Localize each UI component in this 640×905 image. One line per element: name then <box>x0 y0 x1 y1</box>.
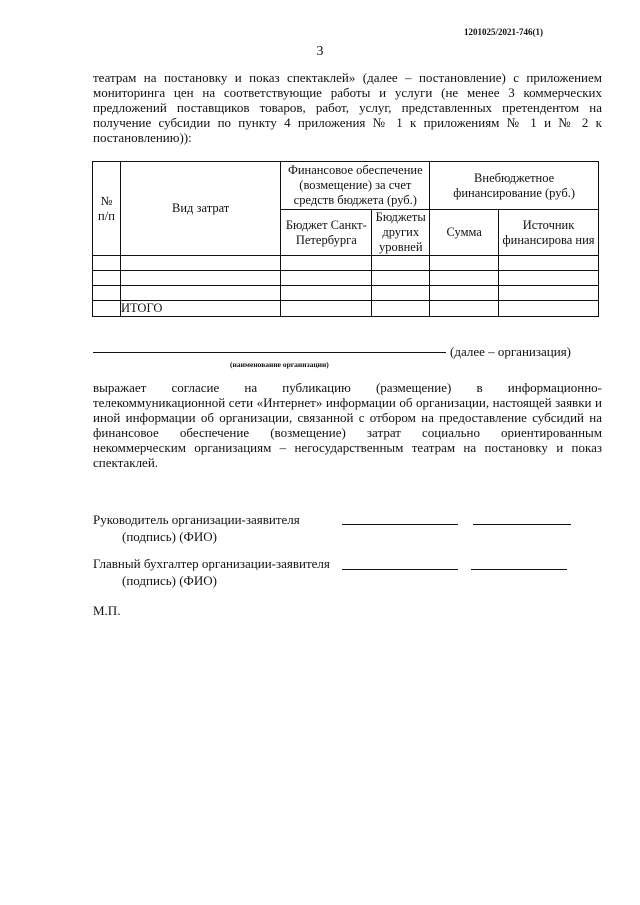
total-label: ИТОГО <box>120 301 280 317</box>
table-cell[interactable] <box>499 256 599 271</box>
table-row-total <box>93 301 599 317</box>
cost-table <box>92 161 599 317</box>
table-cell[interactable] <box>120 271 280 286</box>
table-header-row <box>93 162 599 210</box>
header-budget-other: Бюджеты других уровней <box>372 210 430 256</box>
table-row <box>93 286 599 301</box>
organization-name-line[interactable] <box>93 352 446 353</box>
table-cell[interactable] <box>372 271 430 286</box>
table-cell[interactable] <box>281 256 372 271</box>
header-sum: Сумма <box>430 210 499 256</box>
table-row <box>93 256 599 271</box>
table-cell[interactable] <box>93 271 121 286</box>
header-budget-group: Финансовое обеспечение (возмещение) за счет средств бюджета (руб.) <box>281 162 430 210</box>
stamp-placeholder: М.П. <box>93 603 121 618</box>
page-number: 3 <box>316 44 324 59</box>
head-signature-caption: (подпись) (ФИО) <box>122 529 217 544</box>
head-name-line[interactable] <box>473 524 571 525</box>
table-cell[interactable] <box>372 286 430 301</box>
document-id: 1201025/2021-746(1) <box>464 27 543 37</box>
accountant-signature-caption: (подпись) (ФИО) <box>122 573 217 588</box>
table-cell[interactable] <box>93 301 121 317</box>
accountant-name-line[interactable] <box>471 569 567 570</box>
table-cell[interactable] <box>120 286 280 301</box>
table-cell[interactable] <box>499 286 599 301</box>
accountant-signature-label: Главный бухгалтер организации-заявителя <box>93 556 330 571</box>
header-source: Источник финансирова ния <box>499 210 599 256</box>
total-cell[interactable] <box>372 301 430 317</box>
organization-caption: (наименование организации) <box>230 360 329 369</box>
table-cell[interactable] <box>93 256 121 271</box>
header-cost-type: Вид затрат <box>120 162 280 256</box>
head-signature-line[interactable] <box>342 524 458 525</box>
table-cell[interactable] <box>430 256 499 271</box>
header-offbudget-group: Внебюджетное финансирование (руб.) <box>430 162 599 210</box>
total-cell[interactable] <box>281 301 372 317</box>
consent-paragraph: выражает согласие на публикацию (размещение) в информационно-телекоммуникационной сети «Интернет» информации об организации, настоящей заявки и иной информации об организации, связанной с отбором на предоставление субсидий на финансовое обеспечение (возмещение) затрат социально ориентированным некоммерческим организациям – негосударственным театрам на постановку и показ спектаклей. <box>93 380 602 470</box>
intro-paragraph: театрам на постановку и показ спектаклей» (далее – постановление) с приложением мониторинга цен на соответствующие работы и услуги (не менее 3 коммерческих предложений поставщиков товаров, работ, услуг, представленных претендентом на получение субсидии по пункту 4 приложения № 1 к приложениям № 1 и № 2 к постановлению)): <box>93 70 602 145</box>
table-cell[interactable] <box>372 256 430 271</box>
total-cell[interactable] <box>499 301 599 317</box>
total-cell[interactable] <box>430 301 499 317</box>
table-cell[interactable] <box>93 286 121 301</box>
table-cell[interactable] <box>499 271 599 286</box>
head-signature-label: Руководитель организации-заявителя <box>93 512 300 527</box>
accountant-signature-line[interactable] <box>342 569 458 570</box>
header-budget-spb: Бюджет Санкт-Петербурга <box>281 210 372 256</box>
header-number: № п/п <box>93 162 121 256</box>
table-cell[interactable] <box>281 286 372 301</box>
table-cell[interactable] <box>430 286 499 301</box>
table-row <box>93 271 599 286</box>
table-cell[interactable] <box>281 271 372 286</box>
table-cell[interactable] <box>430 271 499 286</box>
organization-suffix: (далее – организация) <box>450 344 571 359</box>
table-cell[interactable] <box>120 256 280 271</box>
